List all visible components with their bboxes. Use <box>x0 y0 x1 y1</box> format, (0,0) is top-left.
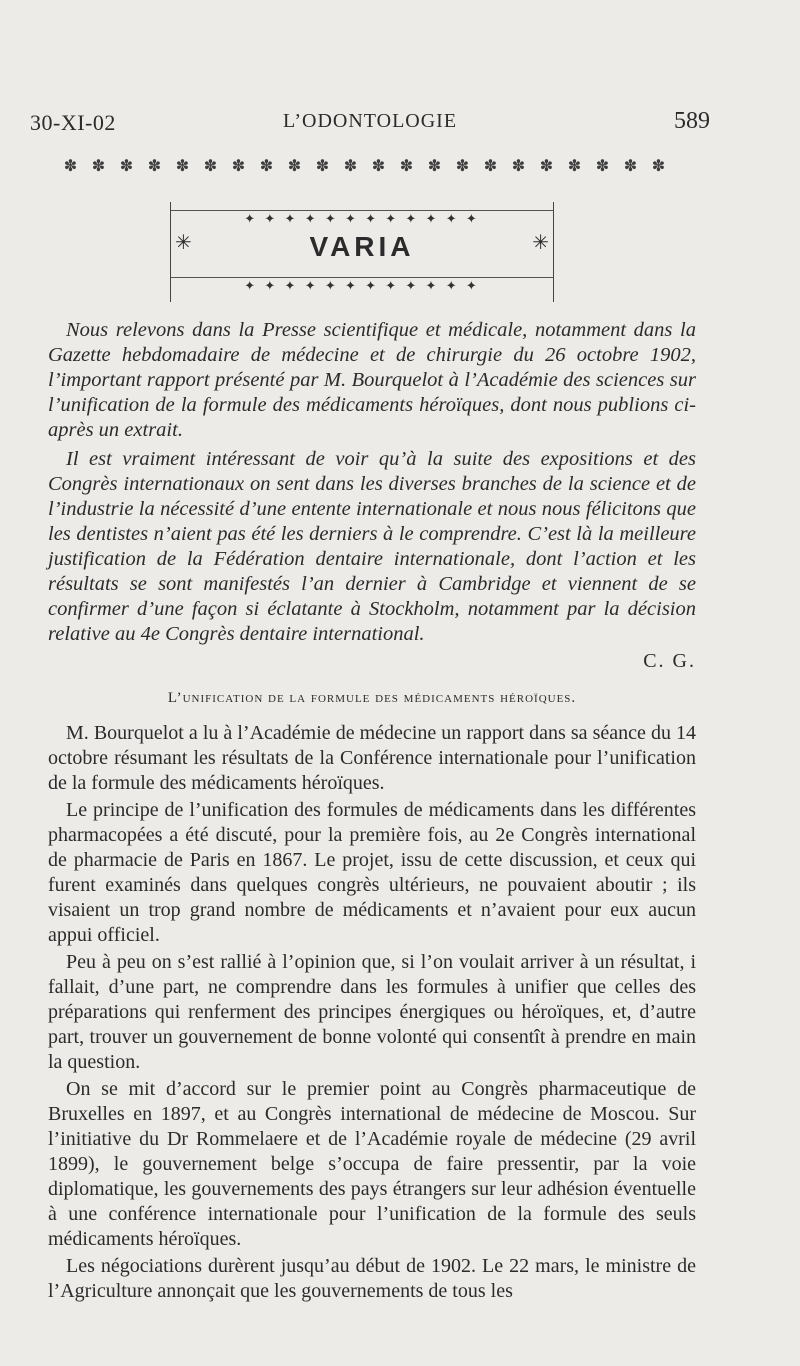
running-header <box>30 102 710 142</box>
body-paragraph: Peu à peu on s’est rallié à l’opinion que, si l’on voulait arriver à un résultat, i fallait, d’une part, ne comprendre dans les formules à unifier que celles des préparations qui renferment des principes énergiques ou héroïques, et, d’autre part, trouver un gouvernement de bonne volonté qui consentît à prendre en main la question. <box>48 951 696 1073</box>
body-paragraph: Les négociations durèrent jusqu’au début de 1902. Le 22 mars, le ministre de l’Agriculture annonçait que les gouvernements de tous les <box>48 1255 696 1302</box>
editorial-introduction <box>48 318 696 647</box>
star-icon-right: ✳ <box>532 232 549 254</box>
intro-paragraph-2: Il est vraiment intéressant de voir qu’à la suite des expositions et des Congrès internationaux on sent dans les diverses branches de la science et de l’industrie la nécessité d’une entente internationale et nous nous félicitons que les dentistes n’aient pas été les derniers à le comprendre. C’est là la meilleure justification de la Fédération dentaire internationale, dont l’action et les résultats se sont manifestés l’an dernier à Cambridge et viennent de se confirmer d’une façon si éclatante à Stockholm, notamment par la décision relative au 4e Congrès dentaire international. <box>48 448 696 645</box>
ornament-glyph: ✽ <box>147 158 161 175</box>
ornament-glyph: ✽ <box>287 158 301 175</box>
page-number: 589 <box>674 108 710 134</box>
ornament-glyph: ✽ <box>455 158 469 175</box>
ornament-glyph: ✽ <box>231 158 245 175</box>
header-journal-title: L’ODONTOLOGIE <box>282 110 458 132</box>
ornament-glyph: ✽ <box>371 158 385 175</box>
ornament-glyph: ✽ <box>595 158 609 175</box>
ornament-glyph: ✽ <box>259 158 273 175</box>
ornament-glyph: ✽ <box>567 158 581 175</box>
ornament-row-top: ✦ ✦ ✦ ✦ ✦ ✦ ✦ ✦ ✦ ✦ ✦ ✦ <box>171 210 553 227</box>
decorative-ornament-band <box>56 156 676 176</box>
body-paragraph: On se mit d’accord sur le premier point au Congrès pharmaceutique de Bruxelles en 1897, et au Congrès international de médecine de Moscou. Sur l’initiative du Dr Rommelaere et de l’Académie royale de médecine (29 avril 1899), le gouvernement belge s’occupa de faire pressentir, par la voie diplomatique, les gouvernements des pays étrangers sur leur adhésion éventuelle à une conférence internationale pour l’unification de la formule des seuls médicaments héroïques. <box>48 1078 696 1250</box>
article-subtitle: L’unification de la formule des médicaments héroïques. <box>167 690 577 706</box>
ornament-glyph: ✽ <box>539 158 553 175</box>
ornament-glyph: ✽ <box>91 158 105 175</box>
header-date: 30-XI-02 <box>30 110 116 135</box>
body-paragraph: M. Bourquelot a lu à l’Académie de médecine un rapport dans sa séance du 14 octobre résumant les résultats de la Conférence internationale pour l’unification de la formule des médicaments héroïques. <box>48 722 696 794</box>
ornament-glyph: ✽ <box>623 158 637 175</box>
ornament-glyph: ✽ <box>427 158 441 175</box>
ornament-glyph: ✽ <box>483 158 497 175</box>
author-signature: C. G. <box>643 650 696 672</box>
section-heading: VARIA <box>309 231 415 262</box>
ornament-glyph: ✽ <box>203 158 217 175</box>
ornament-glyph: ✽ <box>63 158 77 175</box>
ornament-glyph: ✽ <box>315 158 329 175</box>
ornament-glyph: ✽ <box>399 158 413 175</box>
article-body <box>48 721 696 1304</box>
ornament-row-bottom: ✦ ✦ ✦ ✦ ✦ ✦ ✦ ✦ ✦ ✦ ✦ ✦ <box>171 277 553 294</box>
ornament-glyph: ✽ <box>175 158 189 175</box>
star-icon-left: ✳ <box>175 232 192 254</box>
body-paragraph: Le principe de l’unification des formules de médicaments dans les différentes pharmacopées a été discuté, pour la première fois, au 2e Congrès international de pharmacie de Paris en 1867. Le projet, issu de cette discussion, et ceux qui furent examinés dans quelques congrès ultérieurs, ne pouvaient aboutir ; ils visaient un trop grand nombre de médicaments et n’avaient pour eux aucun appui officiel. <box>48 799 696 946</box>
ornament-glyph: ✽ <box>343 158 357 175</box>
ornament-glyph: ✽ <box>511 158 525 175</box>
article-content <box>48 318 696 1306</box>
ornament-glyph: ✽ <box>119 158 133 175</box>
section-title-frame <box>170 202 554 302</box>
ornament-glyph: ✽ <box>651 158 665 175</box>
intro-paragraph-1: Nous relevons dans la Presse scientifique et médicale, notamment dans la Gazette hebdomadaire de médecine et de chirurgie du 26 octobre 1902, l’important rapport présenté par M. Bourquelot à l’Académie des sciences sur l’unification de la formule des médicaments héroïques, dont nous publions ci-après un extrait. <box>48 319 696 441</box>
